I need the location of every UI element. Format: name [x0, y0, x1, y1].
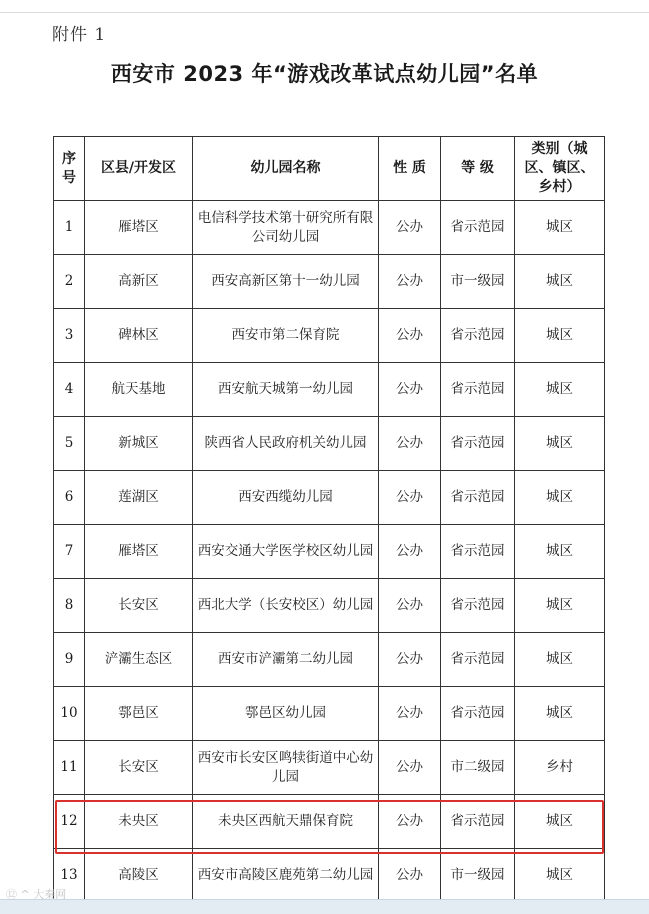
- cell-category: 城区: [515, 201, 605, 255]
- cell-nature: 公办: [379, 633, 441, 687]
- cell-nature: 公办: [379, 417, 441, 471]
- cell-nature: 公办: [379, 309, 441, 363]
- cell-no: 13: [54, 849, 85, 903]
- cell-category: 城区: [515, 525, 605, 579]
- table-row: [54, 363, 605, 417]
- cell-name: 西安航天城第一幼儿园: [193, 363, 379, 417]
- cell-category: 城区: [515, 471, 605, 525]
- cell-category: 城区: [515, 579, 605, 633]
- cell-district: 新城区: [85, 417, 193, 471]
- cell-grade: 市一级园: [441, 255, 515, 309]
- table-row: [54, 417, 605, 471]
- cell-no: 12: [54, 795, 85, 849]
- table-row: [54, 201, 605, 255]
- cell-district: 莲湖区: [85, 471, 193, 525]
- cell-name: 陕西省人民政府机关幼儿园: [193, 417, 379, 471]
- cell-grade: 省示范园: [441, 795, 515, 849]
- cell-no: 4: [54, 363, 85, 417]
- cell-grade: 省示范园: [441, 633, 515, 687]
- cell-no: 3: [54, 309, 85, 363]
- table-row: [54, 849, 605, 903]
- cell-no: 2: [54, 255, 85, 309]
- cell-name: 西安西缆幼儿园: [193, 471, 379, 525]
- header-no: 序号: [54, 137, 85, 201]
- cell-district: 浐灞生态区: [85, 633, 193, 687]
- cell-grade: 省示范园: [441, 471, 515, 525]
- cell-district: 碑林区: [85, 309, 193, 363]
- cell-district: 雁塔区: [85, 525, 193, 579]
- cell-grade: 市一级园: [441, 849, 515, 903]
- cell-grade: 省示范园: [441, 363, 515, 417]
- cell-category: 城区: [515, 849, 605, 903]
- cell-grade: 省示范园: [441, 687, 515, 741]
- cell-nature: 公办: [379, 363, 441, 417]
- cell-no: 6: [54, 471, 85, 525]
- cell-nature: 公办: [379, 201, 441, 255]
- cell-nature: 公办: [379, 471, 441, 525]
- cell-grade: 省示范园: [441, 309, 515, 363]
- cell-nature: 公办: [379, 579, 441, 633]
- cell-name: 西安市高陵区鹿苑第二幼儿园: [193, 849, 379, 903]
- cell-no: 11: [54, 741, 85, 795]
- cell-category: 城区: [515, 687, 605, 741]
- table-row: [54, 525, 605, 579]
- cell-no: 7: [54, 525, 85, 579]
- table-row: [54, 255, 605, 309]
- cell-name: 电信科学技术第十研究所有限公司幼儿园: [193, 201, 379, 255]
- table-row: [54, 795, 605, 849]
- cell-no: 9: [54, 633, 85, 687]
- cell-grade: 省示范园: [441, 579, 515, 633]
- cell-district: 雁塔区: [85, 201, 193, 255]
- table-row: [54, 741, 605, 795]
- cell-nature: 公办: [379, 255, 441, 309]
- cell-nature: 公办: [379, 525, 441, 579]
- cell-grade: 省示范园: [441, 525, 515, 579]
- cell-nature: 公办: [379, 795, 441, 849]
- cell-nature: 公办: [379, 741, 441, 795]
- cell-district: 航天基地: [85, 363, 193, 417]
- table-header-row: [54, 137, 605, 201]
- watermark: ⑫ ^ 大秦网: [6, 888, 67, 901]
- cell-name: 鄠邑区幼儿园: [193, 687, 379, 741]
- cell-name: 西安市第二保育院: [193, 309, 379, 363]
- cell-no: 1: [54, 201, 85, 255]
- cell-district: 高陵区: [85, 849, 193, 903]
- table-row: [54, 633, 605, 687]
- cell-nature: 公办: [379, 687, 441, 741]
- cell-category: 城区: [515, 795, 605, 849]
- cell-name: 西北大学（长安校区）幼儿园: [193, 579, 379, 633]
- cell-nature: 公办: [379, 849, 441, 903]
- table-row: [54, 579, 605, 633]
- cell-name: 未央区西航天鼎保育院: [193, 795, 379, 849]
- cell-district: 鄠邑区: [85, 687, 193, 741]
- cell-district: 长安区: [85, 741, 193, 795]
- cell-no: 5: [54, 417, 85, 471]
- header-district: 区县/开发区: [85, 137, 193, 201]
- cell-grade: 省示范园: [441, 201, 515, 255]
- cell-category: 城区: [515, 633, 605, 687]
- cell-district: 长安区: [85, 579, 193, 633]
- cell-district: 未央区: [85, 795, 193, 849]
- cell-category: 乡村: [515, 741, 605, 795]
- cell-category: 城区: [515, 309, 605, 363]
- table-row: [54, 471, 605, 525]
- cell-district: 高新区: [85, 255, 193, 309]
- cell-category: 城区: [515, 417, 605, 471]
- cell-no: 10: [54, 687, 85, 741]
- kindergarten-list-table: [53, 136, 605, 903]
- cell-no: 8: [54, 579, 85, 633]
- cell-category: 城区: [515, 363, 605, 417]
- table-row: [54, 687, 605, 741]
- cell-name: 西安市长安区鸣犊街道中心幼儿园: [193, 741, 379, 795]
- bottom-bar: [0, 899, 649, 914]
- cell-name: 西安高新区第十一幼儿园: [193, 255, 379, 309]
- cell-name: 西安市浐灞第二幼儿园: [193, 633, 379, 687]
- cell-category: 城区: [515, 255, 605, 309]
- header-name: 幼儿园名称: [193, 137, 379, 201]
- header-nature: 性 质: [379, 137, 441, 201]
- cell-name: 西安交通大学医学校区幼儿园: [193, 525, 379, 579]
- cell-grade: 省示范园: [441, 417, 515, 471]
- document-title: 西安市 2023 年“游戏改革试点幼儿园”名单: [110, 62, 539, 86]
- table-row: [54, 309, 605, 363]
- page-top-rule: [0, 12, 649, 13]
- header-grade: 等 级: [441, 137, 515, 201]
- cell-grade: 市二级园: [441, 741, 515, 795]
- attachment-label: 附件 1: [52, 25, 107, 45]
- header-category: 类别（城区、镇区、乡村）: [515, 137, 605, 201]
